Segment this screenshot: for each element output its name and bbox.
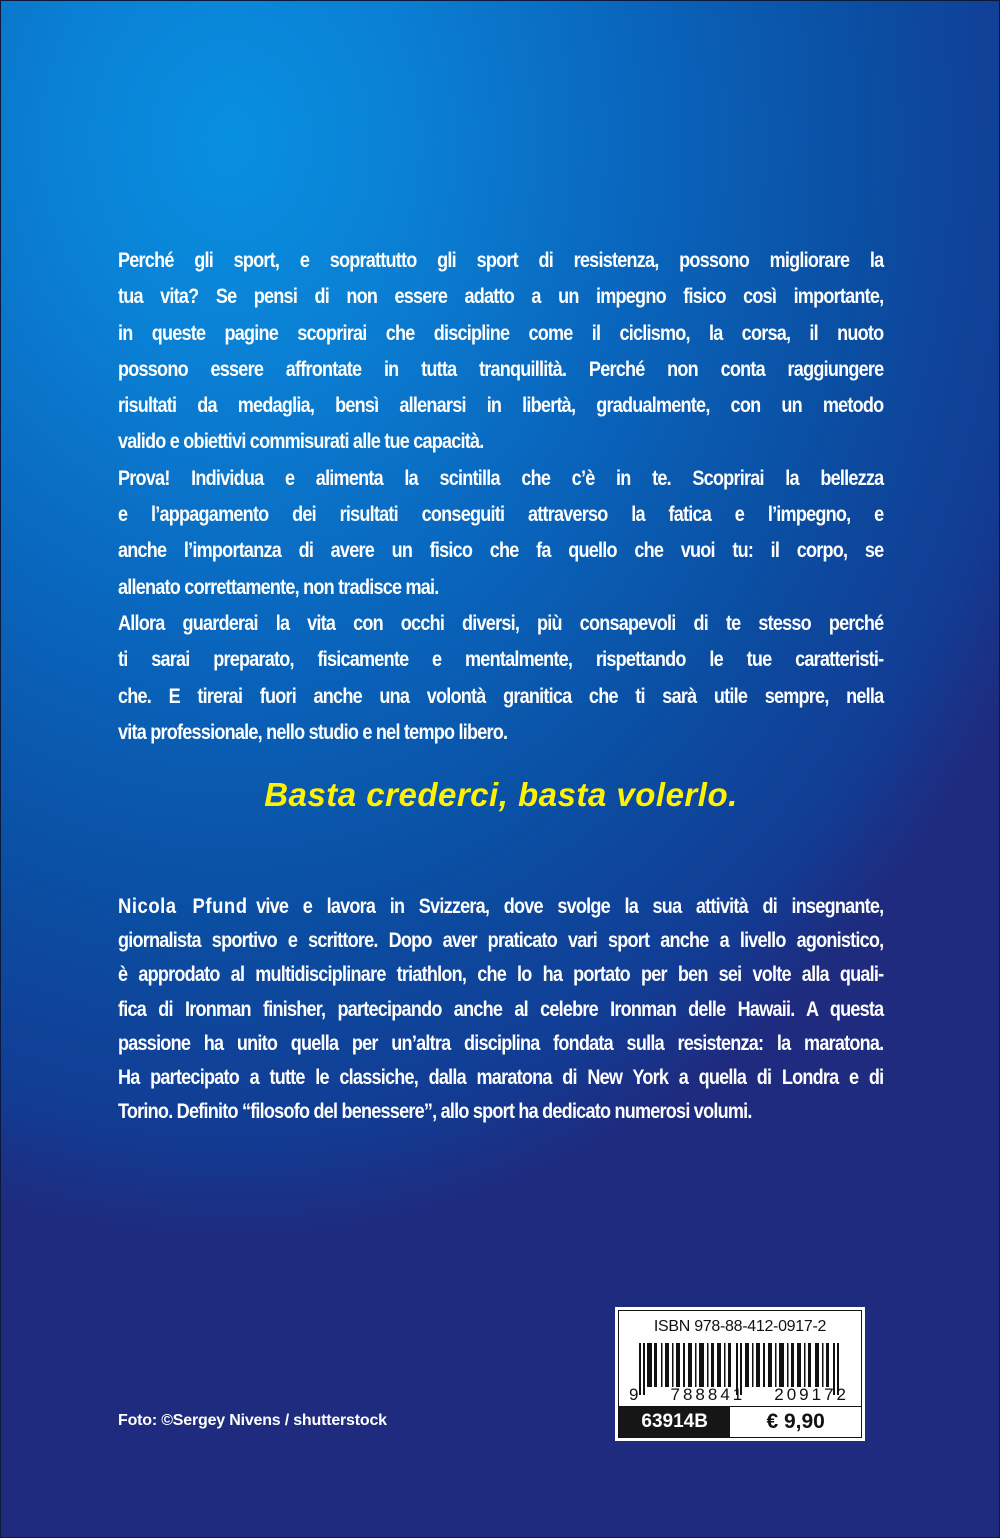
bio-line (118, 889, 883, 924)
blurb-text (118, 243, 883, 751)
bio-line: Ha partecipato a tutte le classiche, dalla maratona di New York a quella di Londra e di (118, 1066, 884, 1090)
bio-line: è approdato al multidisciplinare triathlon, che lo ha portato per ben sei volte alla quali- (118, 963, 884, 987)
tagline: Basta crederci, basta volerlo. (264, 776, 738, 813)
blurb-paragraph-2 (118, 461, 883, 606)
bio-line: giornalista sportivo e scrittore. Dopo aver praticato vari sport anche a livello agonistico, (118, 929, 884, 953)
bio-line: Torino. Definito “filosofo del benessere”, allo sport ha dedicato numerosi volumi. (118, 1100, 752, 1124)
blurb-line: Allora guarderai la vita con occhi diversi, più consapevoli di te stesso perché (118, 611, 884, 635)
blurb-line: possono essere affrontate in tutta tranquillità. Perché non conta raggiungere (118, 357, 884, 381)
price-row (619, 1406, 861, 1437)
isbn-number: ISBN 978-88-412-0917-2 (653, 1318, 827, 1335)
blurb-line: Perché gli sport, e soprattutto gli sport di resistenza, possono migliorare la (118, 249, 884, 272)
bio-line-text: vive e lavora in Svizzera, dove svolge la sua attività di insegnante, (256, 895, 884, 918)
blurb-line: e l’appagamento dei risultati conseguiti attraverso la fatica e l’impegno, e (118, 503, 884, 527)
ean-digit-group-right: 209172 (774, 1385, 849, 1404)
blurb-line: vita professionale, nello studio e nel tempo libero. (118, 720, 508, 744)
blurb-line: anche l’importanza di avere un fisico che fa quello che vuoi tu: il corpo, se (118, 539, 884, 563)
blurb-line: valido e obiettivi commisurati alle tue capacità. (118, 430, 484, 454)
blurb-line: Prova! Individua e alimenta la scintilla che c’è in te. Scoprirai la bellezza (118, 466, 884, 490)
photo-credit: Foto: ©Sergey Nivens / shutterstock (118, 1412, 387, 1429)
blurb-line: risultati da medaglia, bensì allenarsi in libertà, gradualmente, con un metodo (118, 394, 884, 418)
blurb-line: tua vita? Se pensi di non essere adatto a un impegno fisico così importante, (118, 285, 884, 309)
blurb-paragraph-1 (118, 243, 883, 461)
author-name: Nicola Pfund (118, 894, 248, 918)
product-code: 63914B (619, 1407, 730, 1437)
ean-digits (629, 1385, 849, 1405)
author-bio (118, 889, 883, 1129)
bio-line: fica di Ironman finisher, partecipando anche al celebre Ironman delle Hawaii. A questa (118, 997, 884, 1021)
bio-line: passione ha unito quella per un’altra disciplina fondata sulla resistenza: la maratona. (118, 1031, 884, 1055)
ean-digit-group-left: 788841 (670, 1385, 746, 1404)
ean-digit-lead: 9 (629, 1385, 642, 1404)
blurb-line: che. E tirerai fuori anche una volontà granitica che ti sarà utile sempre, nella (118, 684, 884, 708)
blurb-paragraph-3 (118, 606, 883, 751)
blurb-line: in queste pagine scoprirai che discipline come il ciclismo, la corsa, il nuoto (118, 321, 884, 345)
isbn-barcode-label (615, 1307, 865, 1441)
barcode-icon (637, 1343, 847, 1387)
price: € 9,90 (766, 1410, 825, 1433)
barcode-frame (618, 1310, 862, 1438)
blurb-line: ti sarai preparato, fisicamente e mentalmente, rispettando le tue caratteristi- (118, 648, 884, 672)
blurb-line: allenato correttamente, non tradisce mai. (118, 575, 439, 599)
